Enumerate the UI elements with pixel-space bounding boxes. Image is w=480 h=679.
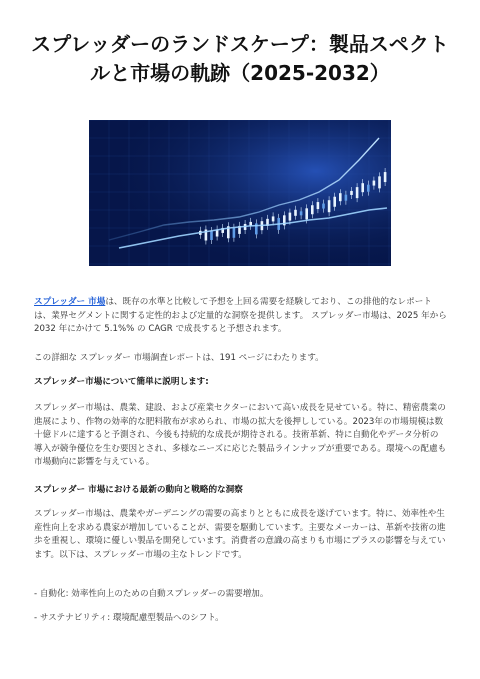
rising-financial-chart-image	[89, 120, 391, 266]
trend-item-1: - 自動化: 効率性向上のための自動スプレッダーの需要増加。	[34, 589, 269, 599]
page-title: スプレッダーのランドスケープ：製品スペクトルと市場の軌跡（2025-2032）	[31, 32, 449, 85]
decorative-candle	[300, 211, 303, 215]
decorative-candle	[294, 210, 297, 216]
decorative-candle	[356, 187, 359, 198]
section1-body: スプレッダー市場は、農業、建設、および産業セクターにおいて高い成長を見せている。特に、精密農業の進展により、作物の効率的な肥料散布が求められ、市場の拡大を後押ししている。2023年の市場規模は数十億ドルに達すると予測され、今後も持続的な成長が期待される。技術革新、特に自動化やデータ分析の導入が競争優位を生む要因とされ、多様なニーズに応じた製品ラインナップが重要である。環境への配慮も市場動向に影響を与えている。	[34, 403, 447, 468]
decorative-candle	[272, 216, 275, 221]
intro-paragraph	[34, 296, 447, 337]
market-link[interactable]: スプレッダー 市場	[34, 297, 106, 307]
section2-heading: スプレッダー 市場における最新の動向と戦略的な洞察	[34, 485, 243, 495]
decorative-candle	[289, 213, 292, 221]
decorative-candle	[350, 191, 353, 195]
hero-illustration	[89, 120, 391, 266]
decorative-candle	[333, 197, 336, 207]
trend-item-2: - サステナビリティ: 環境配慮型製品へのシフト。	[34, 613, 224, 623]
decorative-candle	[361, 183, 364, 192]
decorative-candle	[233, 228, 236, 238]
intro-text: は、既存の水準と比較して予想を上回る需要を経験しており、この排他的なレポートは、業界セグメントに関する定性的および定量的な洞察を提供します。 スプレッダー市場は、2025 年から 2032 年にかけて 5.1%% の CAGR で成長すると予想されます。	[34, 297, 447, 335]
decorative-candle	[345, 195, 348, 201]
decorative-candle	[328, 200, 331, 212]
pages-note: この詳細な スプレッダー 市場調査レポートは、191 ページにわたります。	[34, 353, 324, 363]
decorative-candle	[378, 176, 381, 188]
section2-body: スプレッダー市場は、農業やガーデニングの需要の高まりとともに成長を遂げています。特に、効率性や生産性向上を求める農家が増加していることが、需要を駆動しています。主要なメーカーは、革新や技術の進歩を重視し、環境に優しい製品を開発しています。消費者の意識の高まりも市場にプラスの影響を与えています。以下は、スプレッダー市場の主なトレンドです。	[34, 509, 446, 560]
decorative-candle	[317, 202, 320, 209]
decorative-candle	[367, 185, 370, 192]
section1-heading: スプレッダー市場について簡単に説明します:	[34, 377, 209, 387]
decorative-candle	[210, 231, 213, 240]
decorative-candle	[311, 205, 314, 214]
decorative-candle	[305, 208, 308, 219]
decorative-candle	[322, 204, 325, 209]
decorative-candle	[339, 193, 342, 201]
decorative-candle	[384, 172, 387, 182]
decorative-candle	[373, 181, 376, 186]
